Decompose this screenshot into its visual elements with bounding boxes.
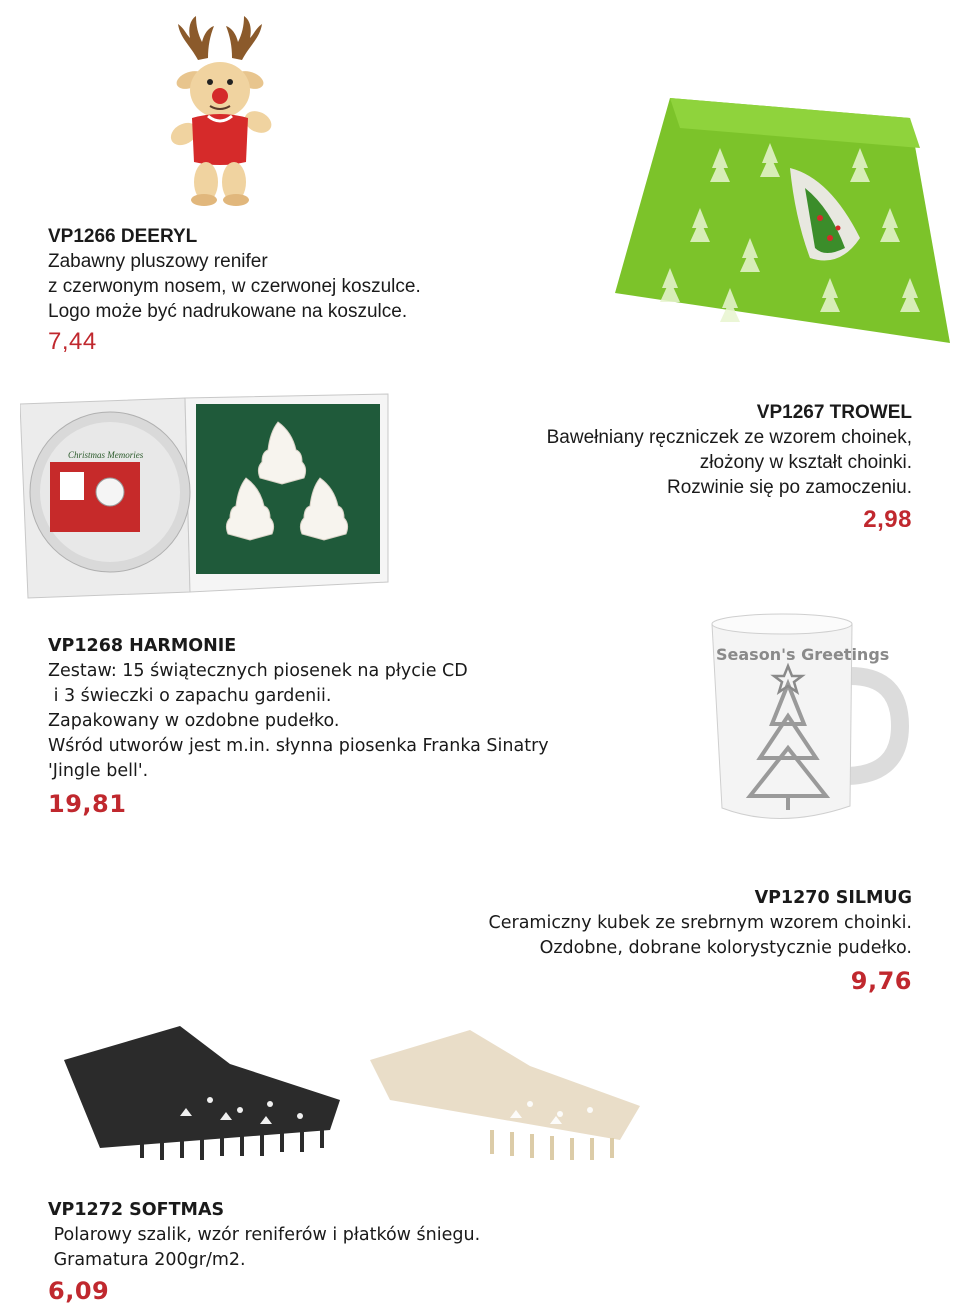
reindeer-plush-image <box>150 10 290 210</box>
mug-image <box>700 606 910 836</box>
product-trowel <box>547 400 912 536</box>
product-price: 19,81 <box>48 790 127 818</box>
product-deeryl <box>48 224 421 358</box>
product-description-line: Ozdobne, dobrane kolorystycznie pudełko. <box>539 938 912 958</box>
product-silmug <box>489 886 912 997</box>
product-description-line: Rozwinie się po zamoczeniu. <box>666 477 912 498</box>
mug-text: Season's Greetings <box>716 645 890 664</box>
product-price: 9,76 <box>850 967 912 995</box>
product-description-line: Gramatura 200gr/m2. <box>48 1250 246 1270</box>
product-price: 7,44 <box>48 328 97 355</box>
product-softmas <box>48 1198 480 1307</box>
product-description-line: Zapakowany w ozdobne pudełko. <box>48 711 340 731</box>
product-harmonie <box>48 634 549 820</box>
product-description-line: złożony w kształt choinki. <box>699 452 912 473</box>
product-description-line: Zabawny pluszowy renifer <box>48 251 268 272</box>
product-price: 6,09 <box>48 1277 110 1305</box>
product-description-line: Ceramiczny kubek ze srebrnym wzorem choinki. <box>488 913 912 933</box>
scarves-image <box>60 1020 660 1170</box>
product-description-line: z czerwonym nosem, w czerwonej koszulce. <box>48 276 421 297</box>
product-code-name: VP1268 HARMONIE <box>48 636 237 656</box>
product-description-line: Polarowy szalik, wzór reniferów i płatków śniegu. <box>48 1225 481 1245</box>
product-description-line: 'Jingle bell'. <box>48 761 149 781</box>
cd-candle-box-image <box>20 392 390 602</box>
product-code-name: VP1270 SILMUG <box>754 888 912 908</box>
product-description-line: Wśród utworów jest m.in. słynna piosenka Franka Sinatry <box>48 736 549 756</box>
product-description-line: Logo może być nadrukowane na koszulce. <box>48 301 408 322</box>
product-description-line: i 3 świeczki o zapachu gardenii. <box>48 686 332 706</box>
product-code-name: VP1267 TROWEL <box>756 402 912 423</box>
product-description-line: Bawełniany ręczniczek ze wzorem choinek, <box>546 427 912 448</box>
towel-image <box>610 88 955 358</box>
product-code-name: VP1266 DEERYL <box>48 226 198 247</box>
product-description-line: Zestaw: 15 świątecznych piosenek na płycie CD <box>48 661 468 681</box>
product-price: 2,98 <box>863 506 912 533</box>
product-code-name: VP1272 SOFTMAS <box>48 1200 225 1220</box>
cd-label-text: Christmas Memories <box>68 450 144 460</box>
